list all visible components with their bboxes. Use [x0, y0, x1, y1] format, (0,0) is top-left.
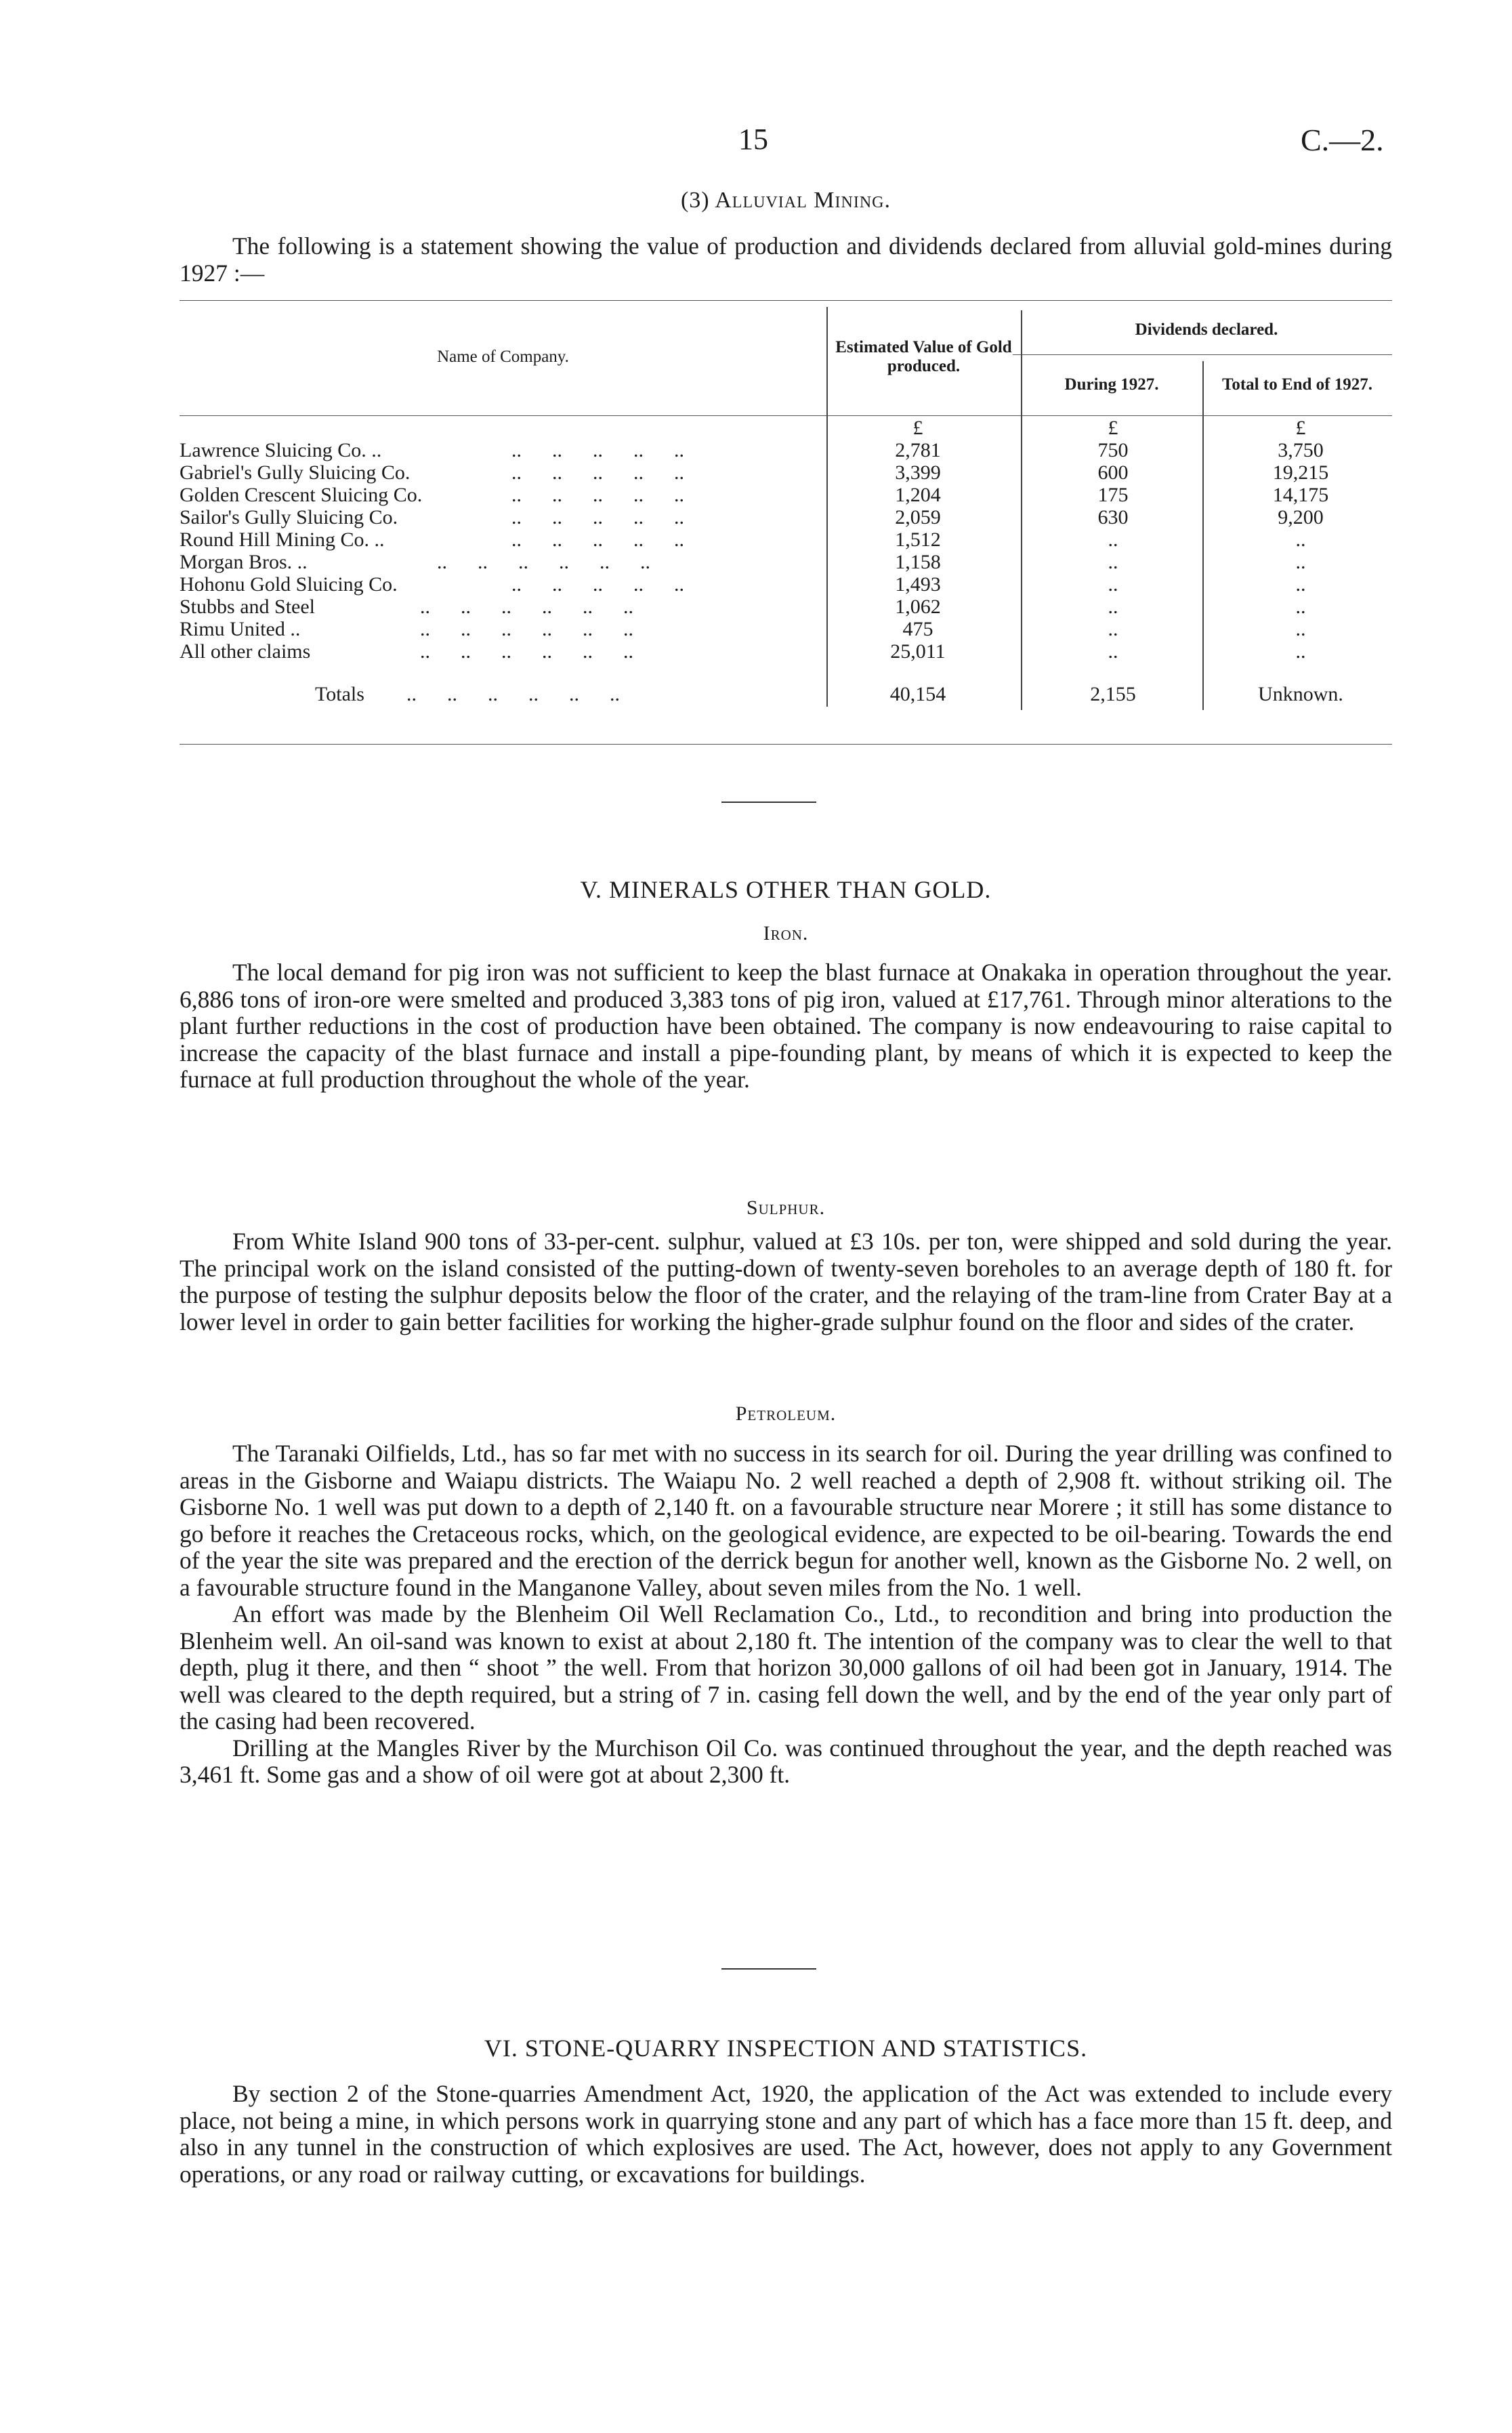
- quarry-paragraph: By section 2 of the Stone-quarries Amendment Act, 1920, the application of the Act was extended to include every place, not being a mine, in which persons work in quarrying stone and any part of which has a face more than 15 ft. deep, and also in any tunnel in the construction of which explosives are used. The Act, however, does not apply to any Government operations, or any road or railway cutting, or excavations for buildings.: [180, 2080, 1392, 2188]
- page-number: 15: [738, 123, 768, 156]
- table-cell-estimated: 25,011: [890, 640, 946, 663]
- leader-dots: .. .. .. .. ..: [511, 506, 684, 528]
- table-cell-during: ..: [1108, 551, 1118, 573]
- sulphur-paragraph: From White Island 900 tons of 33-per-cent. sulphur, valued at £3 10s. per ton, were shipped and sold during the year. The principal work on the island consisted of the putting-down of twenty-seven boreholes to an average depth of 180 ft. for the purpose of testing the sulphur deposits below the floor of the crater, and the relaying of the tram-line from Crater Bay at a lower level in order to gain better facilities for working the higher-grade sulphur found on the floor and sides of the crater.: [180, 1228, 1392, 1335]
- section-divider: [721, 1968, 816, 1970]
- table-cell-total: ..: [1295, 573, 1306, 596]
- table-cell-estimated: 1,062: [895, 596, 941, 618]
- table-cell-during: ..: [1108, 528, 1118, 551]
- table-cell-estimated: 3,399: [895, 461, 941, 484]
- petroleum-paragraph: An effort was made by the Blenheim Oil Well Reclamation Co., Ltd., to recondition and bring into production the Blenheim well. An oil-sand was known to exist at about 2,180 ft. The intention of the company was to clear the well to that depth, plug it there, and then “ shoot ” the well. From that horizon 30,000 gallons of oil had been got in January, 1914. The well was cleared to the depth required, but a string of 7 in. casing fell down the well, and by the end of the year only part of the casing had been recovered.: [180, 1600, 1392, 1734]
- table-cell-total: 19,215: [1272, 461, 1329, 484]
- petroleum-paragraph: The Taranaki Oilfields, Ltd., has so far met with no success in its search for oil. During the year drilling was confined to areas in the Gisborne and Waiapu districts. The Waiapu No. 2 well reached a depth of 2,908 ft. without striking oil. The Gisborne No. 1 well was put down to a depth of 2,140 ft. on a favourable structure near Morere ; it still has some distance to go before it reaches the Cretaceous rocks, which, on the geological evidence, are expected to be oil-bearing. Towards the end of the year the site was prepared and the erection of the derrick begun for another well, known as the Gisborne No. 2 well, on a favourable structure found in the Manganone Valley, about seven miles from the No. 1 well.: [180, 1440, 1392, 1601]
- iron-heading: Iron.: [763, 922, 809, 944]
- table-cell-estimated: 1,493: [895, 573, 941, 596]
- iron-section: [180, 959, 1392, 1094]
- table-cell-total: ..: [1295, 551, 1306, 573]
- petroleum-paragraph: Drilling at the Mangles River by the Murchison Oil Co. was continued throughout the year, and the depth reached was 3,461 ft. Some gas and a show of oil were got at about 2,300 ft.: [180, 1734, 1392, 1788]
- table-cell-estimated: 2,059: [895, 506, 941, 528]
- table-row-name: Hohonu Gold Sluicing Co.: [180, 573, 398, 596]
- column-header-total-to-end: Total to End of 1927.: [1221, 375, 1373, 394]
- table-cell-estimated: 475: [902, 618, 933, 640]
- table-row-name: Rimu United ..: [180, 618, 301, 640]
- table-row-name: Gabriel's Gully Sluicing Co.: [180, 461, 411, 484]
- table-cell-during: ..: [1108, 596, 1118, 618]
- table-cell-total: 14,175: [1272, 484, 1329, 506]
- table-cell-total: 9,200: [1278, 506, 1324, 528]
- leader-dots: .. .. .. .. ..: [511, 573, 684, 596]
- sulphur-section: [180, 1228, 1392, 1335]
- leader-dots: .. .. .. .. ..: [511, 528, 684, 551]
- minerals-heading: V. MINERALS OTHER THAN GOLD.: [580, 876, 992, 903]
- table-cell-during: 630: [1097, 506, 1129, 528]
- table-cell-during: 175: [1097, 484, 1129, 506]
- leader-dots: .. .. .. .. .. ..: [406, 683, 620, 705]
- table-cell-total: 3,750: [1278, 439, 1324, 461]
- table-cell-total: ..: [1295, 640, 1306, 663]
- table-cell-estimated: 1,204: [895, 484, 941, 506]
- alluvial-intro-paragraph: The following is a statement showing the value of production and dividends declared from alluvial gold-mines during 1927 :—: [180, 232, 1392, 287]
- table-row-name: Stubbs and Steel: [180, 596, 315, 618]
- leader-dots: .. .. .. .. .. ..: [437, 551, 650, 573]
- totals-label: Totals: [315, 683, 364, 705]
- section-divider: [721, 802, 816, 803]
- document-reference: C.—2.: [1301, 123, 1384, 157]
- table-cell-during: ..: [1108, 573, 1118, 596]
- petroleum-section: [180, 1440, 1392, 1789]
- column-header-estimated-value: Estimated Value of Gold produced.: [835, 338, 1012, 375]
- column-header-dividends: Dividends declared.: [1135, 320, 1278, 339]
- alluvial-mining-heading: (3) Alluvial Mining.: [680, 188, 891, 213]
- table-cell-total: ..: [1295, 618, 1306, 640]
- iron-paragraph: The local demand for pig iron was not sufficient to keep the blast furnace at Onakaka in operation throughout the year. 6,886 tons of iron-ore were smelted and produced 3,383 tons of pig iron, valued at £17,761. Through minor alterations to the plant further reductions in the cost of production have been obtained. The company is now endeavouring to raise capital to increase the capacity of the blast furnace and install a pipe-founding plant, by means of which it is expected to keep the furnace at full production throughout the whole of the year.: [180, 959, 1392, 1093]
- table-row-name: Sailor's Gully Sluicing Co.: [180, 506, 398, 528]
- leader-dots: .. .. .. .. ..: [511, 461, 684, 484]
- unit-pound-estimated: £: [912, 417, 923, 439]
- quarry-section: [180, 2081, 1392, 2188]
- table-row-name: Morgan Bros. ..: [180, 551, 308, 573]
- table-row-name: Lawrence Sluicing Co. ..: [180, 439, 382, 461]
- table-cell-estimated: 2,781: [895, 439, 941, 461]
- table-row-name: Round Hill Mining Co. ..: [180, 528, 385, 551]
- quarry-heading: VI. STONE-QUARRY INSPECTION AND STATISTICS.: [484, 2035, 1088, 2062]
- totals-during: 2,155: [1090, 683, 1136, 705]
- alluvial-production-table: [180, 300, 1392, 747]
- leader-dots: .. .. .. .. .. ..: [420, 618, 633, 640]
- leader-dots: .. .. .. .. .. ..: [420, 596, 633, 618]
- table-cell-total: ..: [1295, 528, 1306, 551]
- table-cell-total: ..: [1295, 596, 1306, 618]
- sulphur-heading: Sulphur.: [746, 1197, 826, 1219]
- table-cell-during: ..: [1108, 640, 1118, 663]
- alluvial-intro: [180, 233, 1392, 287]
- leader-dots: .. .. .. .. .. ..: [420, 640, 633, 663]
- leader-dots: .. .. .. .. ..: [511, 439, 684, 461]
- petroleum-heading: Petroleum.: [735, 1402, 837, 1425]
- table-cell-estimated: 1,512: [895, 528, 941, 551]
- table-row-name: All other claims: [180, 640, 311, 663]
- totals-estimated: 40,154: [889, 683, 946, 705]
- totals-total: Unknown.: [1258, 683, 1343, 705]
- table-cell-during: 750: [1097, 439, 1129, 461]
- unit-pound-during: £: [1108, 417, 1118, 439]
- leader-dots: .. .. .. .. ..: [511, 484, 684, 506]
- column-header-during-1927: During 1927.: [1064, 375, 1159, 394]
- table-cell-estimated: 1,158: [895, 551, 941, 573]
- table-cell-during: 600: [1097, 461, 1129, 484]
- column-header-name: Name of Company.: [437, 348, 569, 366]
- unit-pound-total: £: [1295, 417, 1306, 439]
- table-cell-during: ..: [1108, 618, 1118, 640]
- table-row-name: Golden Crescent Sluicing Co.: [180, 484, 423, 506]
